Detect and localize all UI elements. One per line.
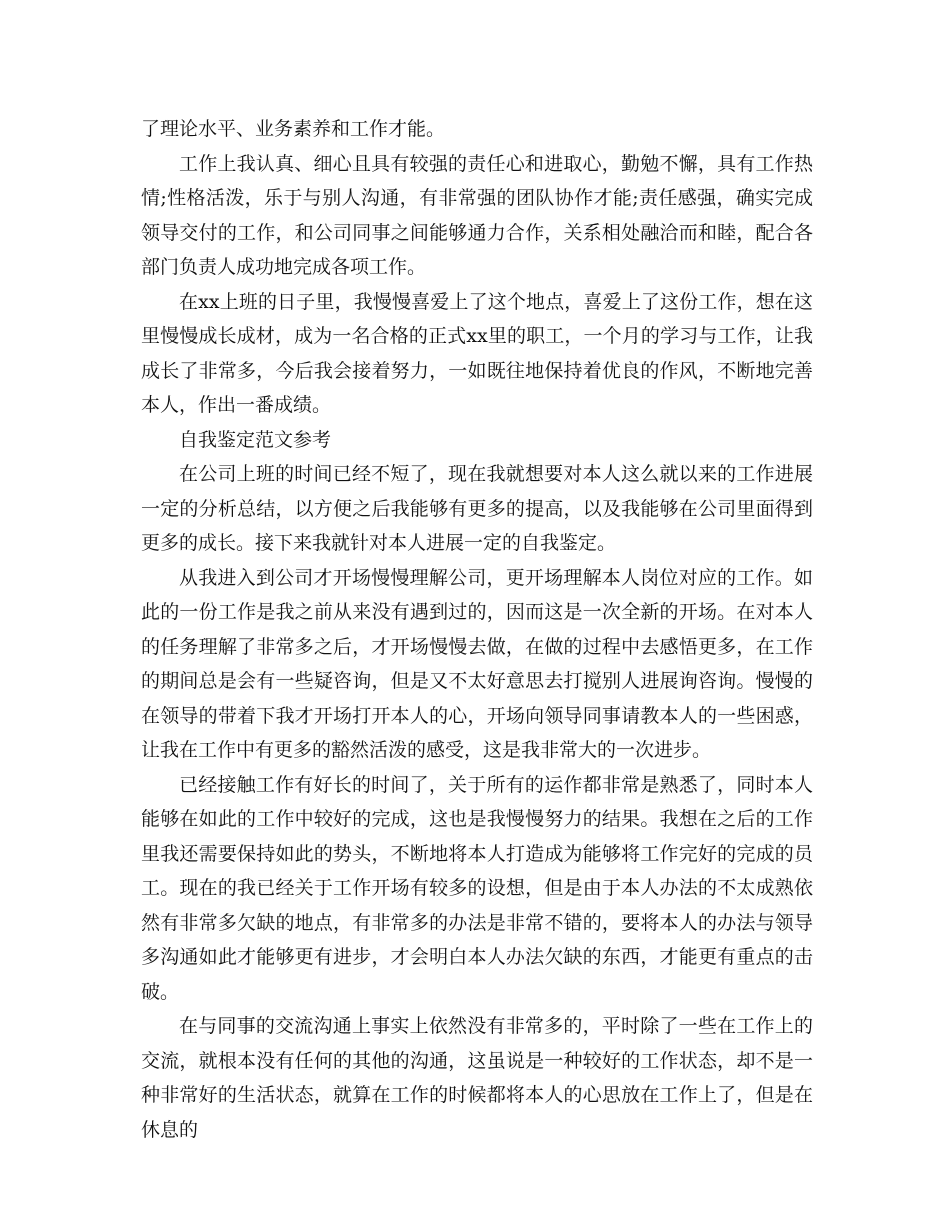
paragraph-1: 了理论水平、业务素养和工作才能。 — [141, 118, 446, 140]
paragraph-5: 在公司上班的时间已经不短了，现在我就想要对本人这么就以来的工作进展一定的分析总结，以方便之后我能够有更多的提高，以及我能够在公司里面得到更多的成长。接下来我就针对本人进展一定的自我鉴定。 — [141, 463, 813, 554]
paragraph-6: 从我进入到公司才开场慢慢理解公司，更开场理解本人岗位对应的工作。如此的一份工作是我之前从来没有遇到过的，因而这是一次全新的开场。在对本人的任务理解了非常多之后，才开场慢慢去做，在做的过程中去感悟更多，在工作的期间总是会有一些疑咨询，但是又不太好意思去打搅别人进展询咨询。慢慢的在领导的带着下我才开场打开本人的心，开场向领导同事请教本人的一些困惑，让我在工作中有更多的豁然活泼的感受，这是我非常大的一次进步。 — [141, 566, 813, 761]
paragraph-2: 工作上我认真、细心且具有较强的责任心和进取心，勤勉不懈，具有工作热情;性格活泼，乐于与别人沟通，有非常强的团队协作才能;责任感强，确实完成领导交付的工作，和公司同事之间能够通力合作，关系相处融洽而和睦，配合各部门负责人成功地完成各项工作。 — [141, 152, 813, 278]
paragraph-7: 已经接触工作有好长的时间了，关于所有的运作都非常是熟悉了，同时本人能够在如此的工作中较好的完成，这也是我慢慢努力的结果。我想在之后的工作里我还需要保持如此的势头，不断地将本人打造成为能够将工作完好的完成的员工。现在的我已经关于工作开场有较多的设想，但是由于本人办法的不太成熟依然有非常多欠缺的地点，有非常多的办法是非常不错的，要将本人的办法与领导多沟通如此才能够更有进步，才会明白本人办法欠缺的东西，才能更有重点的击破。 — [141, 773, 813, 1003]
document-body — [141, 112, 813, 1147]
paragraph-8: 在与同事的交流沟通上事实上依然没有非常多的，平时除了一些在工作上的交流，就根本没有任何的其他的沟通，这虽说是一种较好的工作状态，却不是一种非常好的生活状态，就算在工作的时候都将本人的心思放在工作上了，但是在休息的 — [141, 1015, 813, 1141]
section-heading: 自我鉴定范文参考 — [179, 428, 332, 451]
paragraph-3: 在xx上班的日子里，我慢慢喜爱上了这个地点，喜爱上了这份工作，想在这里慢慢成长成材，成为一名合格的正式xx里的职工，一个月的学习与工作，让我成长了非常多，今后我会接着努力，一如既往地保持着优良的作风，不断地完善本人，作出一番成绩。 — [141, 290, 813, 416]
